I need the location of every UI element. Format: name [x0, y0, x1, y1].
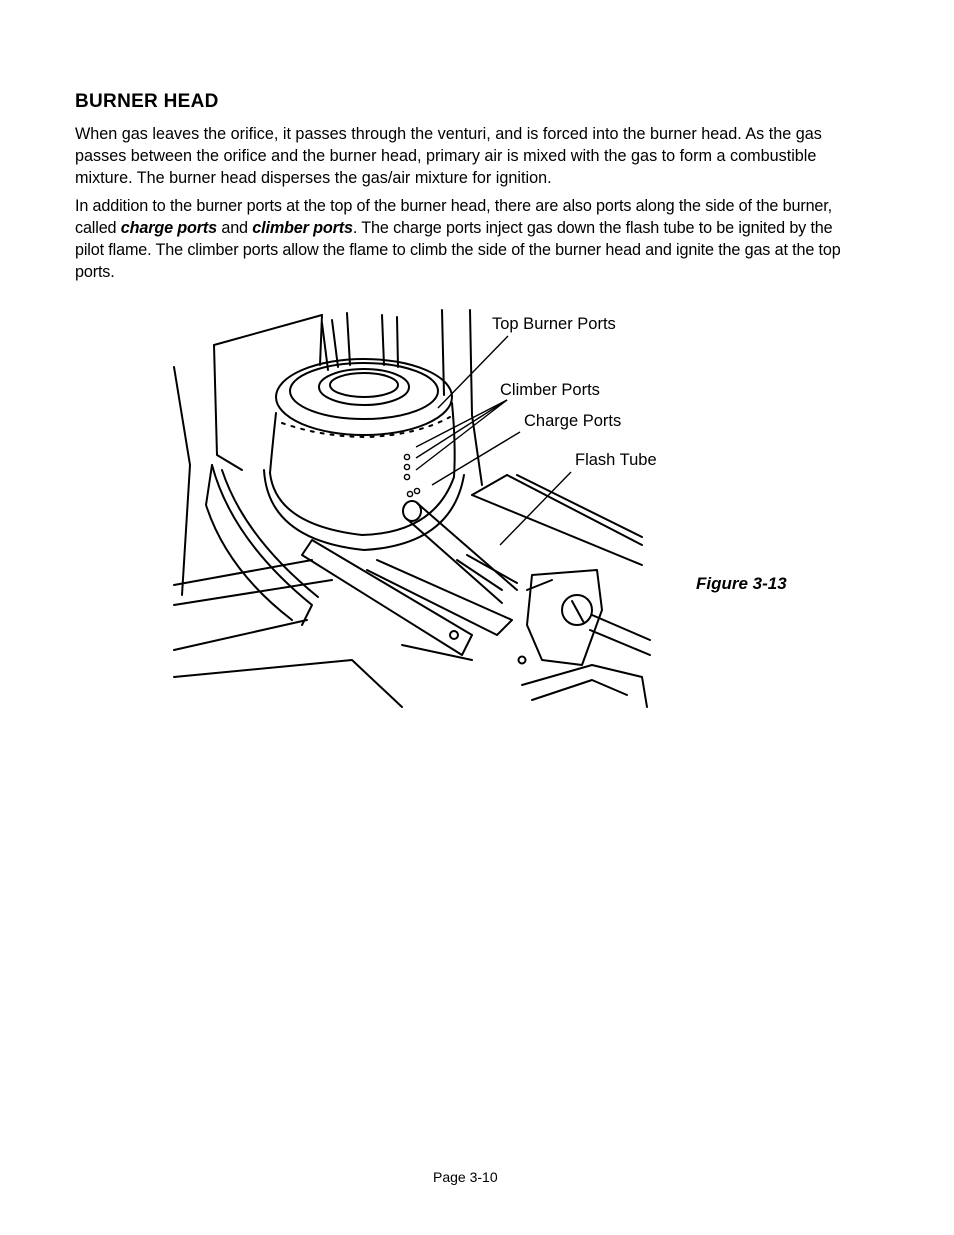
- paragraph-ports-text-1: In addition to the burner ports at the top of the burner head, there are also ports along the side of the burner, called: [75, 197, 832, 237]
- page-number: Page 3-10: [433, 1169, 498, 1185]
- label-climber-ports: Climber Ports: [500, 381, 600, 399]
- figure-caption: Figure 3-13: [696, 574, 787, 593]
- label-charge-ports: Charge Ports: [524, 412, 622, 430]
- paragraph-orifice: When gas leaves the orifice, it passes through the venturi, and is forced into the burner head. As the gas passes between the orifice and the burner head, primary air is mixed with the gas to form a combustible mixture. The burner head disperses the gas/air mixture for ignition.: [75, 125, 822, 187]
- label-top-burner-ports: Top Burner Ports: [492, 315, 616, 333]
- paragraph-ports-text-3: . The charge ports inject gas down the flash tube to be ignited by the pilot flame. The climber ports allow the flame to climb the side of the burner head and ignite the gas at the top ports.: [75, 219, 841, 281]
- paragraph-ports-text-2: and: [217, 219, 253, 237]
- term-climber-ports: climber ports: [252, 219, 353, 237]
- label-flash-tube: Flash Tube: [575, 451, 657, 469]
- term-charge-ports: charge ports: [120, 219, 217, 237]
- section-heading: BURNER HEAD: [75, 91, 219, 112]
